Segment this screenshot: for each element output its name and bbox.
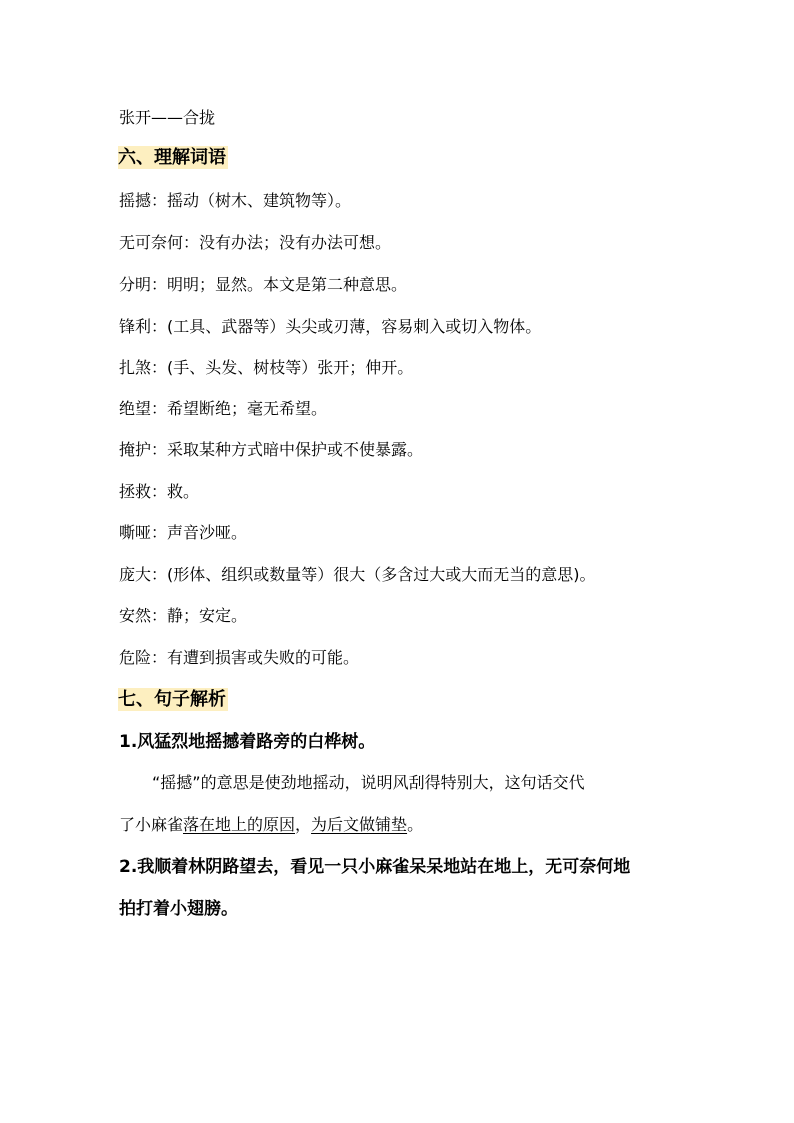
sentence-analysis-1-line-2: [119, 814, 423, 836]
sentence-title-2-line-1: 2.我顺着林阴路望去，看见一只小麻雀呆呆地站在地上，无可奈何地: [119, 857, 631, 877]
vocab-item: 分明：明明；显然。本文是第二种意思。: [119, 275, 408, 294]
section-heading-vocabulary-text: 六、理解词语: [118, 147, 226, 168]
vocab-item: 摇撼：摇动（树木、建筑物等）。: [119, 191, 352, 210]
underlined-phrase: 为后文做铺垫: [311, 815, 408, 834]
analysis-text: 。: [407, 815, 424, 834]
vocab-item: 安然：静；安定。: [119, 606, 248, 625]
vocab-item: 绝望：希望断绝；毫无希望。: [119, 399, 328, 418]
vocab-item: 危险：有遭到损害或失败的可能。: [119, 648, 360, 667]
antonym-line: 张开——合拢: [119, 108, 216, 127]
vocab-item: 无可奈何：没有办法；没有办法可想。: [119, 233, 392, 252]
vocab-item: 庞大：(形体、组织或数量等）很大（多含过大或大而无当的意思)。: [119, 565, 596, 584]
section-heading-sentence-analysis-text: 七、句子解析: [118, 689, 226, 710]
sentence-analysis-1-line-1: “摇撼”的意思是使劲地摇动，说明风刮得特别大，这句话交代: [152, 773, 585, 792]
vocab-item: 扎煞：(手、头发、树枝等）张开；伸开。: [119, 358, 414, 377]
vocab-item: 嘶哑：声音沙哑。: [119, 523, 248, 542]
vocab-item: 锋利：(工具、武器等）头尖或刃薄，容易刺入或切入物体。: [119, 317, 542, 336]
vocab-item: 掩护：采取某种方式暗中保护或不使暴露。: [119, 440, 424, 459]
underlined-phrase: 落在地上的原因: [183, 815, 296, 834]
vocab-item: 拯救：救。: [119, 482, 200, 501]
sentence-title-1: 1.风猛烈地摇撼着路旁的白桦树。: [119, 732, 376, 752]
analysis-text: ，: [295, 815, 312, 834]
section-heading-vocabulary: [118, 146, 228, 170]
section-heading-sentence-analysis: [118, 688, 228, 712]
sentence-title-2-line-2: 拍打着小翅膀。: [119, 899, 238, 919]
analysis-text: 了小麻雀: [119, 815, 184, 834]
